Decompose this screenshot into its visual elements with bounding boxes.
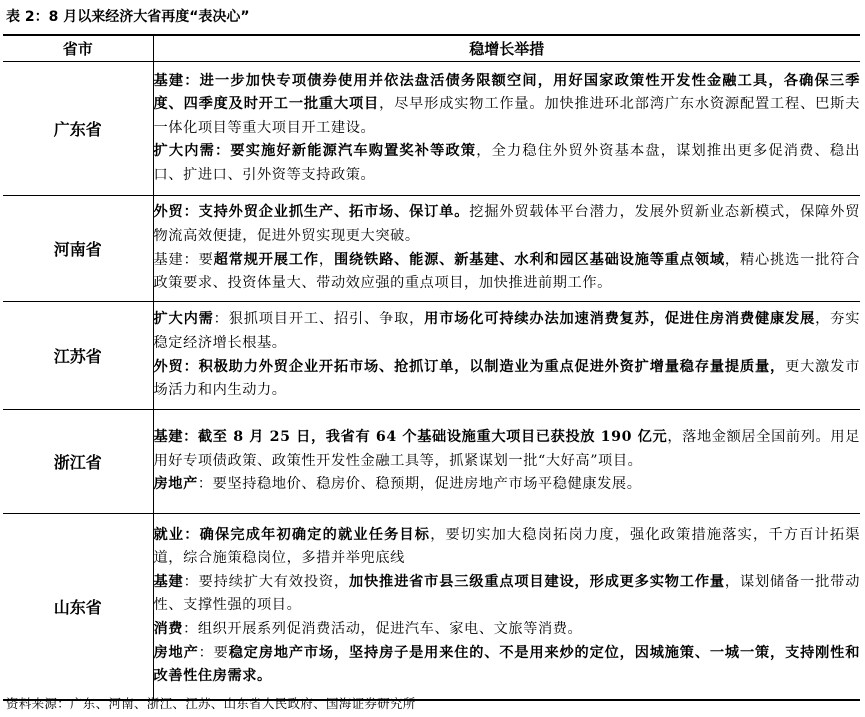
measure-text-bold: 基建：截至 8 月 25 日，我省有 64 个基础设施重大项目已获投放 190 亿元	[153, 429, 668, 446]
measure-text: ，夯实稳定经济增长根基。	[153, 311, 860, 351]
measure-text: 基建：要	[153, 251, 214, 268]
measure-text-bold: 基建	[153, 573, 184, 590]
measures-cell	[153, 302, 860, 410]
measure-paragraph	[154, 642, 861, 689]
measure-text: ，全力稳住外贸外资基本盘，谋划推出更多促消费、稳出口、扩进口、引外资等支持政策。	[153, 143, 860, 183]
measure-text-bold: 加快推进省市县三级重点项目建设，形成更多实物工作量	[348, 573, 725, 590]
measure-paragraph	[154, 356, 861, 403]
table-row	[3, 302, 860, 410]
table-title: 表 2：8 月以来经济大省再度“表决心”	[6, 9, 250, 25]
measure-text-bold: 房地产	[153, 644, 199, 661]
measure-text-bold: 超常规开展工作	[213, 251, 319, 268]
measure-text-bold: 用市场化可持续办法加速消费复苏，促进住房消费健康发展	[424, 311, 816, 328]
measure-text: ，尽早形成实物工作量。加快推进环北部湾广东水资源配置工程、巴斯夫一体化项目等重大项目开工建设。	[153, 96, 860, 136]
measure-paragraph	[154, 140, 861, 187]
measure-text: ：要坚持稳地价、稳房价、稳预期，促进房地产市场平稳健康发展。	[197, 476, 642, 493]
province-cell: 广东省	[3, 62, 153, 196]
table-row	[3, 196, 860, 302]
measure-text: ，精心挑选一批符合政策要求、投资体量大、带动效应强的重点项目，加快推进前期工作。	[153, 251, 861, 292]
measure-text-bold: 稳定房地产市场，坚持房子是用来住的、不是用来炒的定位，因城施策、一城一策，支持刚性和改善性住房需求。	[153, 644, 861, 685]
measure-text: 挖掘外贸载体平台潜力，发展外贸新业态新模式，保障外贸物流高效便捷，促进外贸实现更大突破。	[153, 204, 860, 244]
measure-paragraph	[154, 249, 861, 296]
measure-text-bold: 基建：进一步加快专项债券使用并依法盘活债务限额空间，用好国家政策性开发性金融工具，各确保三季度、四季度及时开工一批重大项目	[153, 72, 860, 113]
measures-cell	[153, 62, 860, 196]
measure-text: ，落地金额居全国前列。用足用好专项债政策、政策性开发性金融工具等，抓紧谋划一批“大好高”项目。	[153, 429, 860, 469]
province-cell: 浙江省	[3, 410, 153, 514]
measure-paragraph	[154, 308, 861, 355]
measure-paragraph	[154, 571, 861, 618]
measure-text: ，要切实加大稳岗拓岗力度，强化政策措施落实，千方百计拓渠道，综合施策稳岗位，多措并举兜底线	[153, 526, 860, 567]
measure-paragraph	[154, 426, 861, 473]
measure-text-bold: 消费	[153, 621, 184, 638]
measure-text: ：组织开展系列促消费活动，促进汽车、家电、文旅等消费。	[183, 621, 583, 638]
measure-text: ：狠抓项目开工、招引、争取，	[213, 311, 425, 328]
measure-text-bold: 扩大内需	[153, 311, 214, 328]
measure-text: 更大激发市场活力和内生动力。	[153, 358, 860, 399]
measures-cell	[153, 196, 860, 302]
measure-text-bold: 就业：确保完成年初确定的就业任务目标	[153, 526, 431, 543]
measures-cell	[153, 514, 860, 700]
measure-text-bold: 扩大内需：要实施好新能源汽车购置奖补等政策	[153, 143, 477, 160]
measure-paragraph	[154, 70, 861, 141]
province-cell: 江苏省	[3, 302, 153, 410]
header-measures: 稳增长举措	[153, 35, 860, 62]
source-note: 资料来源：广东、河南、浙江、江苏、山东省人民政府、国海证券研究所	[6, 696, 416, 711]
measures-cell	[153, 410, 860, 514]
province-cell: 河南省	[3, 196, 153, 302]
table-header-row	[3, 35, 860, 62]
table-row	[3, 62, 860, 196]
table-row	[3, 514, 860, 700]
measure-paragraph	[154, 618, 861, 642]
measure-text: ：要持续扩大有效投资，	[183, 573, 349, 590]
measure-text-bold: 房地产	[153, 476, 198, 493]
measure-paragraph	[154, 201, 861, 248]
header-province: 省市	[3, 35, 153, 62]
measure-paragraph	[154, 473, 861, 497]
table-row	[3, 410, 860, 514]
table-body	[3, 62, 860, 700]
measure-text: ，	[318, 251, 334, 268]
measure-text-bold: 围绕铁路、能源、新基建、水利和园区基础设施等重点领域	[333, 251, 725, 268]
province-cell: 山东省	[3, 514, 153, 700]
measures-table	[3, 34, 860, 701]
measure-paragraph	[154, 524, 861, 571]
measure-text: ，谋划储备一批带动性、支撑性强的项目。	[153, 573, 860, 614]
measure-text-bold: 外贸：支持外贸企业抓生产、拓市场、保订单。	[153, 204, 470, 221]
measure-text-bold: 外贸：积极助力外贸企业开拓市场、抢抓订单，以制造业为重点促进外资扩增量稳存量提质量，	[153, 358, 786, 375]
measure-text: ：要	[198, 644, 229, 661]
